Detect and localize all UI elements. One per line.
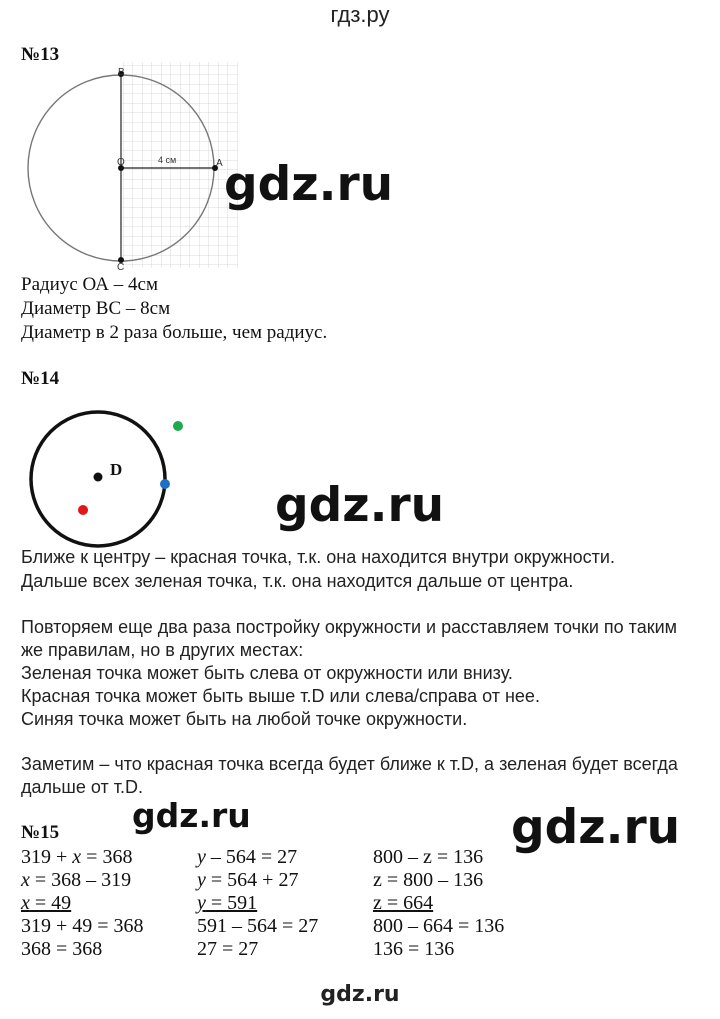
label-o: O [117, 157, 125, 168]
equation-line: 319 + x = 368 [21, 846, 133, 868]
equation-check: 368 = 368 [21, 938, 103, 960]
label-radius-length: 4 см [158, 155, 177, 165]
site-header: гдз.ру [330, 2, 390, 27]
watermark: gdz.ru [511, 800, 681, 855]
equation-answer: x = 49 [21, 892, 72, 914]
task-13-line-2: Диаметр ВС – 8см [21, 298, 171, 319]
watermark: gdz.ru [132, 796, 251, 835]
label-a: A [216, 158, 223, 169]
task-14-text: дальше от т.D. [21, 777, 143, 797]
task-14-text: же правилам, но в других местах: [21, 640, 304, 660]
equation-line: y = 564 + 27 [197, 869, 299, 891]
green-point [173, 421, 183, 431]
circle-grid-figure [24, 62, 240, 274]
task-14-number: №14 [21, 368, 60, 389]
task-15-number: №15 [21, 822, 60, 843]
watermark: gdz.ru [275, 478, 445, 533]
equation-check: 319 + 49 = 368 [21, 915, 144, 937]
task-14-text: Дальше всех зеленая точка, т.к. она находится дальше от центра. [21, 571, 574, 591]
task-14-text: Зеленая точка может быть слева от окружности или внизу. [21, 663, 513, 683]
task-13-line-3: Диаметр в 2 раза больше, чем радиус. [21, 322, 328, 343]
label-b: B [118, 67, 125, 78]
equation-line: 800 – z = 136 [373, 846, 484, 868]
circle-points-figure [26, 402, 196, 552]
equation-answer: z = 664 [373, 892, 434, 914]
task-14-text: Синяя точка может быть на любой точке окружности. [21, 709, 468, 729]
task-13-line-1: Радиус ОА – 4см [21, 274, 158, 295]
equation-line: z = 800 – 136 [373, 869, 484, 891]
equation-line: x = 368 – 319 [21, 869, 132, 891]
equation-check: 800 – 664 = 136 [373, 915, 505, 937]
equation-answer: y = 591 [197, 892, 258, 914]
equation-check: 136 = 136 [373, 938, 455, 960]
task-14-text: Повторяем еще два раза постройку окружности и расставляем точки по таким [21, 617, 678, 637]
blue-point [160, 479, 170, 489]
label-d: D [110, 460, 123, 479]
site-footer: gdz.ru [320, 982, 400, 1007]
task-14-text: Ближе к центру – красная точка, т.к. она находится внутри окружности. [21, 547, 615, 567]
red-point [78, 505, 88, 515]
task-14-text: Красная точка может быть выше т.D или слева/справа от нее. [21, 686, 540, 706]
equation-check: 27 = 27 [197, 938, 259, 960]
task-13-number: №13 [21, 44, 60, 65]
point-d [94, 473, 103, 482]
task-14-text: Заметим – что красная точка всегда будет ближе к т.D, а зеленая будет всегда [21, 754, 678, 774]
watermark: gdz.ru [224, 157, 394, 212]
equation-line: y – 564 = 27 [197, 846, 298, 868]
equation-check: 591 – 564 = 27 [197, 915, 319, 937]
label-c: C [117, 262, 125, 273]
